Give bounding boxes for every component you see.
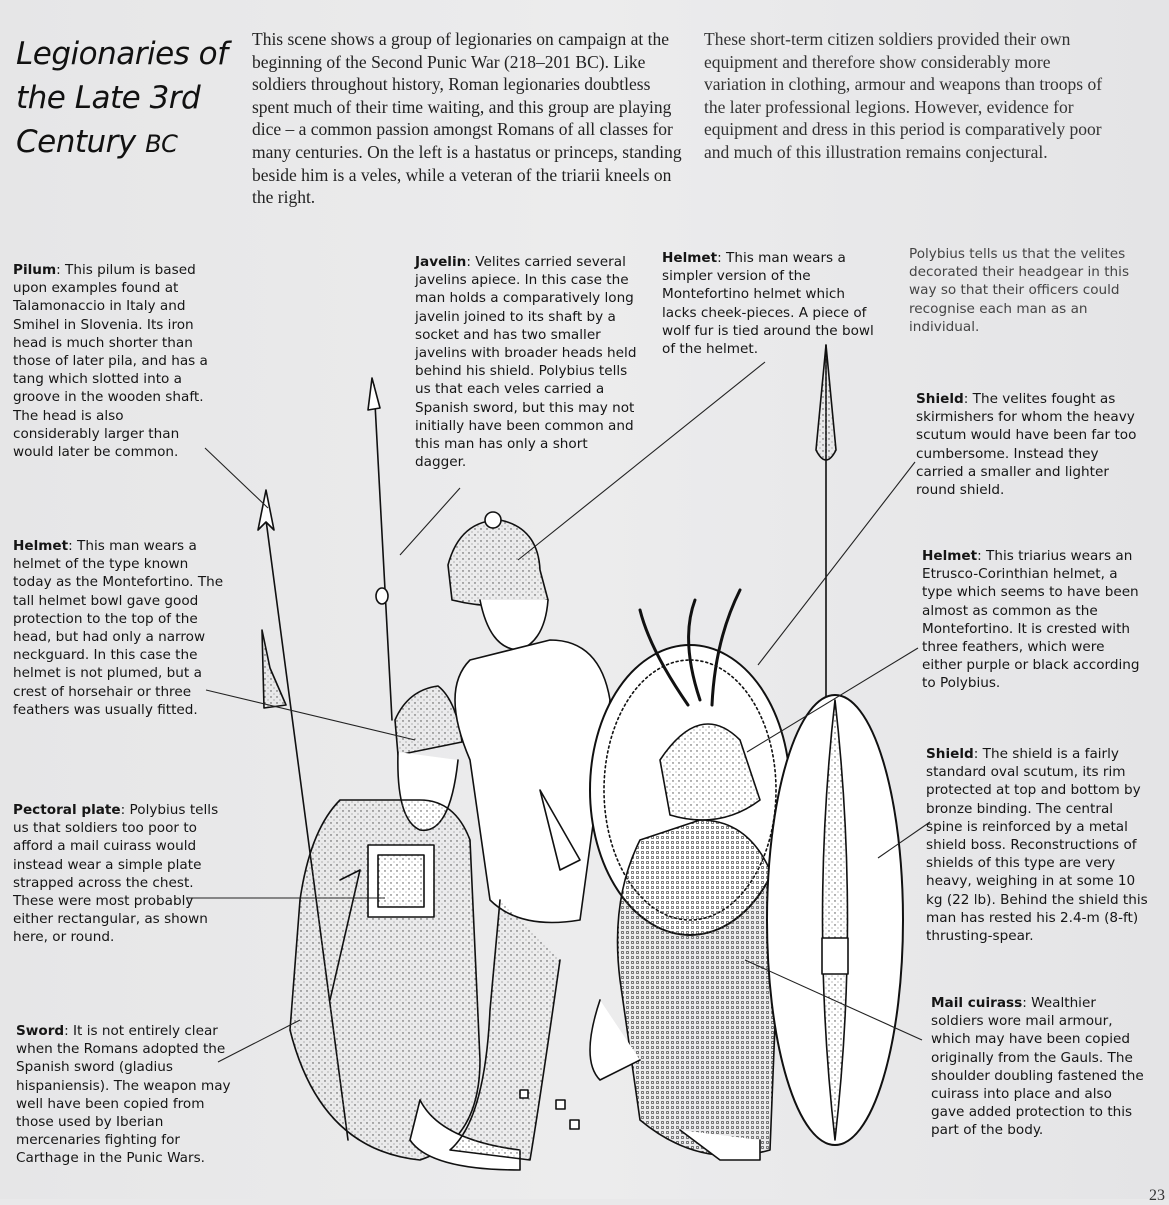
- note-sword: Sword: It is not entirely clear when the Romans adopted the Spanish sword (gladius hispaniensis). The weapon may well have been copied from those used by Iberian mercenaries fighting for Carthage in the Punic Wars.: [16, 1023, 231, 1167]
- note-shield-velites: Shield: The velites fought as skirmishers for whom the heavy scutum would have been far too cumbersome. Instead they carried a smaller and lighter round shield.: [916, 391, 1137, 499]
- veles-helmet: [448, 520, 548, 606]
- title-line-1: Legionaries of: [16, 36, 228, 72]
- title-line-3: Century BC: [16, 124, 178, 160]
- mail-cuirass: [618, 820, 781, 1156]
- note-javelin: Javelin: Velites carried several javelins apiece. In this case the man holds a comparatively long javelin joined to its shaft by a socket and has two smaller javelins with broader heads held behind his shield. Polybius tells us that each veles carried a Spanish sword, but this may not initially have been common and this man has only a short dagger.: [415, 254, 637, 471]
- note-pilum: Pilum: This pilum is based upon examples found at Talamonaccio in Italy and Smihel in Slovenia. Its iron head is much shorter than those of later pila, and has a tang which slotted into a groove in the wooden shaft. The head is also considerably larger than would later be common.: [13, 262, 208, 461]
- note-helmet-veles: Helmet: This man wears a simpler version of the Montefortino helmet which lacks cheek-pieces. A piece of wolf fur is tied around the bowl of the helmet.: [662, 250, 874, 358]
- note-pectoral-plate: Pectoral plate: Polybius tells us that soldiers too poor to afford a mail cuirass would instead wear a simple plate strapped across the chest. These were most probably either rectangular, as shown here, or round.: [13, 802, 219, 946]
- note-helmet-triarius: Helmet: This triarius wears an Etrusco-Corinthian helmet, a type which seems to have been almost as common as the Montefortino. It is crested with three feathers, which were either purple or black according to Polybius.: [922, 548, 1140, 692]
- page-number: 23: [1149, 1187, 1165, 1204]
- veles-tunic: [455, 640, 610, 923]
- title-line-2: the Late 3rd: [16, 80, 201, 116]
- note-helmet-left: Helmet: This man wears a helmet of the type known today as the Montefortino. The tall helmet bowl gave good protection to the top of the head, but had only a narrow neckguard. In this case the helmet is not plumed, but a crest of horsehair or three feathers was usually fitted.: [13, 538, 224, 718]
- intro-paragraph-1: This scene shows a group of legionaries on campaign at the beginning of the Second Punic War (218–201 BC). Like soldiers throughout history, Roman legionaries doubtless spent much of their time waiting, and this group are playing dice – a common passion amongst Romans of all classes for many centuries. On the left is a hastatus or princeps, standing beside him is a veles, while a veteran of the triarii kneels on the right.: [252, 29, 682, 208]
- montefortino-helmet: [395, 686, 462, 755]
- note-shield-scutum: Shield: The shield is a fairly standard oval scutum, its rim protected at top and bottom by bronze binding. The central spine is reinforced by a metal shield boss. Reconstructions of shields of this type are very heavy, weighing in at some 10 kg (22 lb). Behind the shield this man has rested his 2.4-m (8-ft) thrusting-spear.: [926, 746, 1148, 945]
- intro-paragraph-2: These short-term citizen soldiers provided their own equipment and therefore show considerably more variation in clothing, armour and weapons than troops of the later professional legions. However, evidence for equipment and dress in this period is comparatively poor and much of this illustration remains conjectural.: [704, 29, 1103, 162]
- note-polybius: Polybius tells us that the velites decorated their headgear in this way so that their officers could recognise each man as an individual.: [909, 246, 1130, 335]
- note-mail-cuirass: Mail cuirass: Wealthier soldiers wore mail armour, which may have been copied originally from the Gauls. The shoulder doubling fastened the cuirass into place and also gave added protection to this part of the body.: [931, 995, 1144, 1139]
